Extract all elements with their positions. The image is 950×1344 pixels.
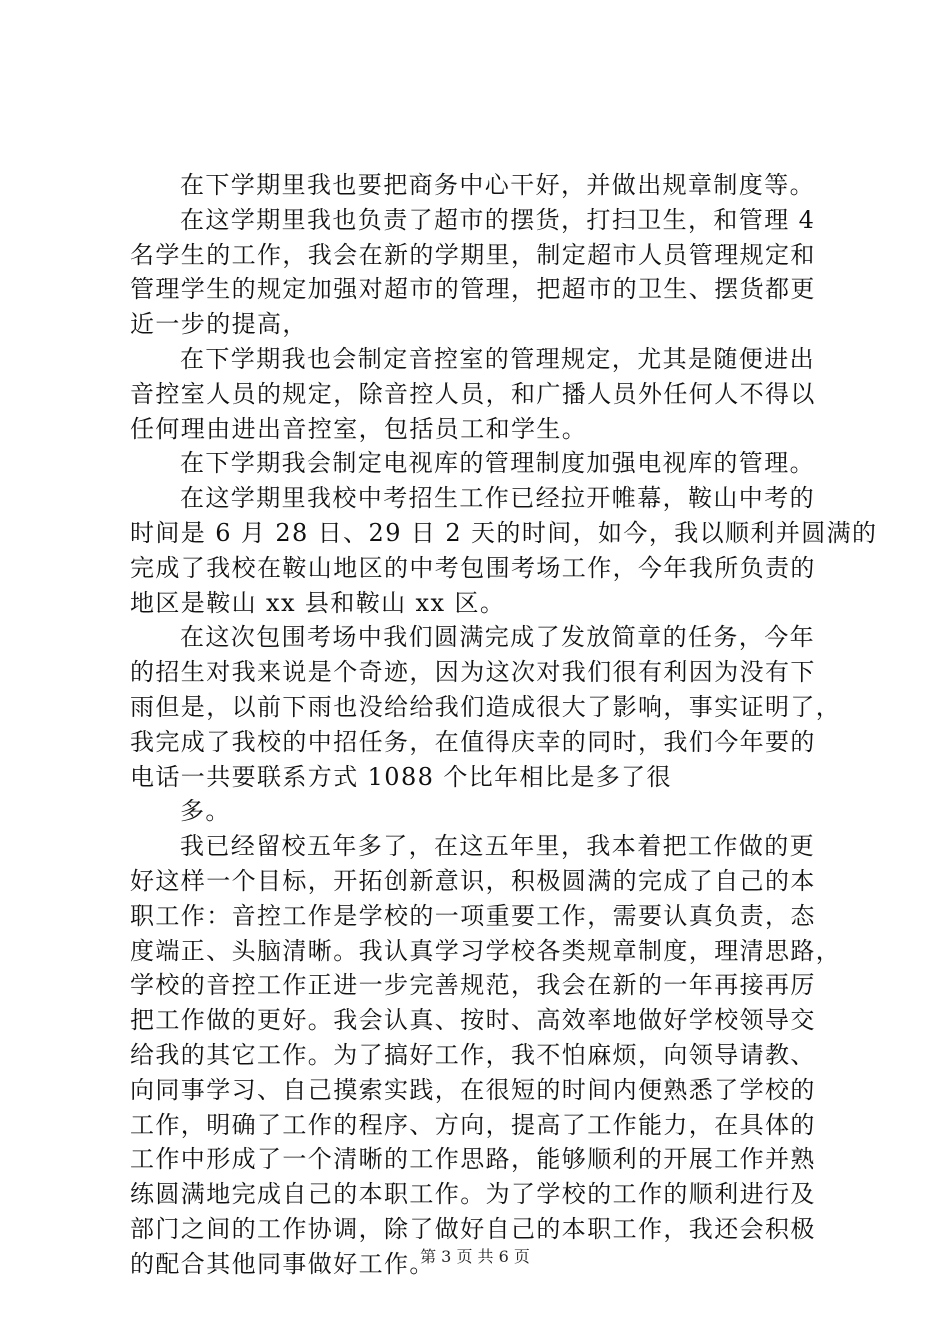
text-line: 在下学期我会制定电视库的管理制度加强电视库的管理。 bbox=[180, 449, 815, 478]
text-line: 度端正、头脑清晰。我认真学习学校各类规章制度，理清思路， bbox=[130, 936, 842, 965]
text-line: 名学生的工作，我会在新的学期里，制定超市人员管理规定和 bbox=[130, 240, 816, 269]
text-line: 学校的音控工作正进一步完善规范，我会在新的一年再接再厉 bbox=[130, 971, 816, 1000]
text-line: 我完成了我校的中招任务，在值得庆幸的同时，我们今年要的 bbox=[130, 727, 816, 756]
text-line: 任何理由进出音控室，包括员工和学生。 bbox=[130, 414, 588, 443]
document-body bbox=[130, 168, 878, 1282]
text-line: 在下学期里我也要把商务中心干好，并做出规章制度等。 bbox=[180, 171, 815, 199]
text-line: 音控室人员的规定，除音控人员，和广播人员外任何人不得以 bbox=[130, 379, 816, 408]
text-line: 给我的其它工作。为了搞好工作，我不怕麻烦，向领导请教、 bbox=[130, 1040, 816, 1069]
text-line: 职工作：音控工作是学校的一项重要工作，需要认真负责，态 bbox=[130, 901, 816, 930]
text-line: 多。 bbox=[180, 797, 231, 826]
text-line: 部门之间的工作协调，除了做好自己的本职工作，我还会积极 bbox=[130, 1214, 816, 1243]
text-line: 电话一共要联系方式 1088 个比年相比是多了很 bbox=[130, 762, 672, 791]
text-line: 在这学期里我校中考招生工作已经拉开帷幕，鞍山中考的 bbox=[180, 484, 815, 513]
text-line: 工作，明确了工作的程序、方向，提高了工作能力，在具体的 bbox=[130, 1110, 816, 1139]
text-line: 在下学期我也会制定音控室的管理规定，尤其是随便进出 bbox=[180, 344, 815, 373]
text-line: 管理学生的规定加强对超市的管理，把超市的卫生、摆货都更 bbox=[130, 275, 816, 304]
text-line: 在这次包围考场中我们圆满完成了发放简章的任务，今年 bbox=[180, 623, 815, 652]
text-line: 工作中形成了一个清晰的工作思路，能够顺利的开展工作并熟 bbox=[130, 1145, 816, 1174]
text-line: 的招生对我来说是个奇迹，因为这次对我们很有利因为没有下 bbox=[130, 658, 816, 687]
text-line: 近一步的提高， bbox=[130, 310, 308, 339]
text-line: 时间是 6 月 28 日、29 日 2 天的时间，如今，我以顺利并圆满的 bbox=[130, 518, 878, 547]
text-line: 我已经留校五年多了，在这五年里，我本着把工作做的更 bbox=[180, 832, 815, 861]
text-line: 完成了我校在鞍山地区的中考包围考场工作，今年我所负责的 bbox=[130, 553, 816, 582]
text-line: 在这学期里我也负责了超市的摆货，打扫卫生，和管理 4 bbox=[180, 205, 816, 234]
text-line: 地区是鞍山 xx 县和鞍山 xx 区。 bbox=[130, 588, 506, 617]
text-line: 雨但是，以前下雨也没给给我们造成很大了影响，事实证明了， bbox=[130, 692, 842, 721]
text-line: 练圆满地完成自己的本职工作。为了学校的工作的顺利进行及 bbox=[130, 1180, 816, 1209]
text-line: 的配合其他同事做好工作。 bbox=[130, 1249, 435, 1278]
text-line: 好这样一个目标，开拓创新意识，积极圆满的完成了自己的本 bbox=[130, 866, 816, 895]
text-line: 向同事学习、自己摸索实践，在很短的时间内便熟悉了学校的 bbox=[130, 1075, 816, 1104]
page-footer: 第 3 页 共 6 页 bbox=[420, 1247, 530, 1266]
text-line: 把工作做的更好。我会认真、按时、高效率地做好学校领导交 bbox=[130, 1006, 816, 1035]
